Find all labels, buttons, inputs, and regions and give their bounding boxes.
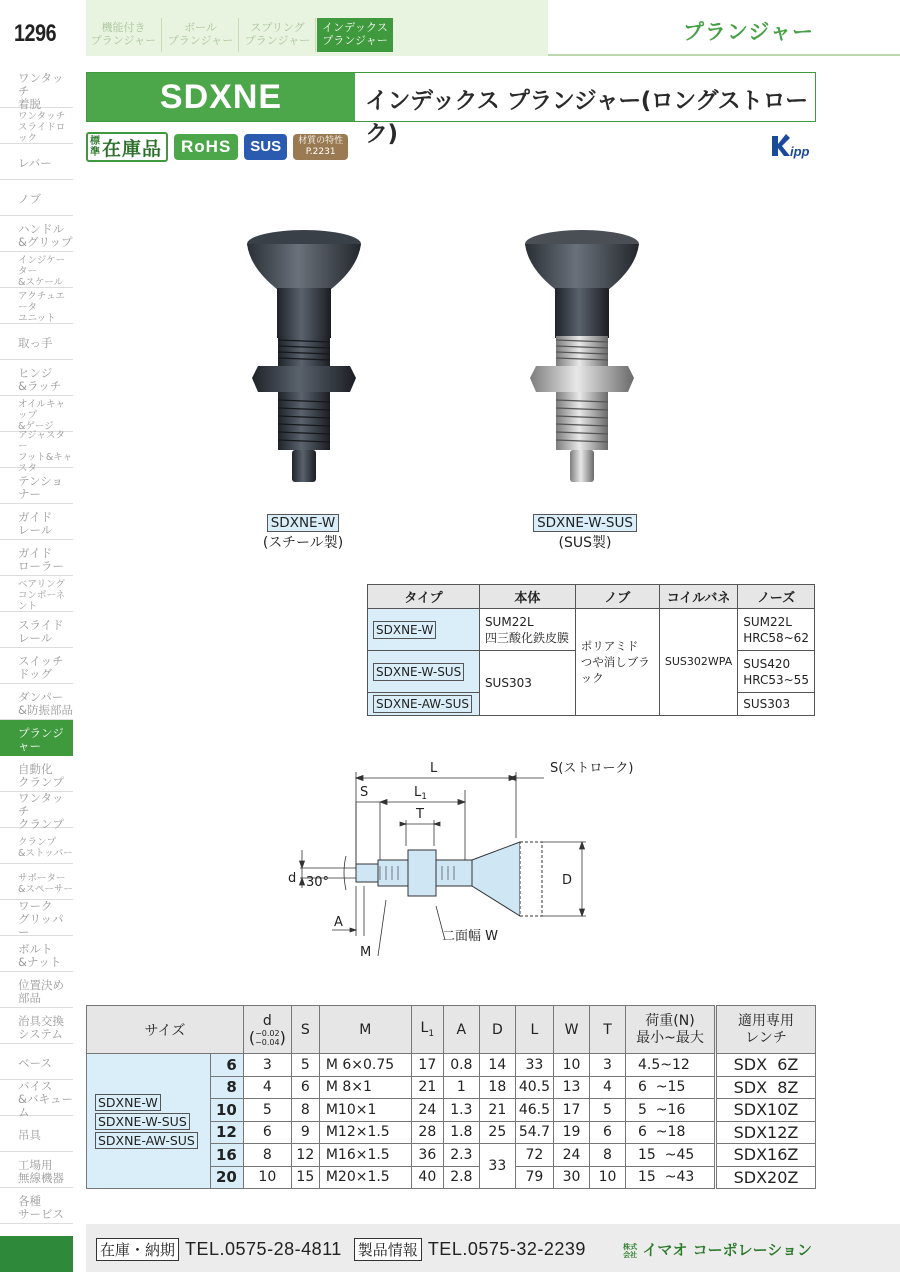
svg-text:30°: 30°	[306, 875, 330, 890]
sidebar-item[interactable]: ボルト &ナット	[0, 936, 73, 972]
badge-row	[86, 132, 348, 162]
sidebar-item[interactable]: 自動化 クランプ	[0, 756, 73, 792]
cell-w: 19	[554, 1121, 590, 1144]
size-table-header: サイズ d ( −0.02 −0.04 ) S M $L_1$ A D L W T 荷重(N) 最小~最大 適用専用 レンチ	[87, 1006, 816, 1054]
category-sidebar	[0, 72, 73, 1224]
cell-d: 10	[243, 1166, 291, 1189]
rohs-badge: RoHS	[174, 134, 238, 160]
steel-product-label: SDXNE-W (スチール製)	[262, 515, 344, 551]
cell-a: 1.3	[443, 1099, 479, 1122]
sidebar-item[interactable]: 吊具	[0, 1116, 73, 1152]
material-table-header: タイプ 本体 ノブ コイルバネ ノーズ	[368, 585, 815, 609]
sidebar-item[interactable]: ガイド ローラー	[0, 540, 73, 576]
cell-load: 6 ~15	[626, 1076, 716, 1099]
sidebar-item[interactable]: バイス &バキューム	[0, 1080, 73, 1116]
stock-contact-label: 在庫・納期	[96, 1238, 179, 1261]
cell-load: 4.5~12	[626, 1054, 716, 1077]
material-row: SDXNE-AW-SUS SUS303	[368, 693, 815, 716]
header-rule	[548, 54, 900, 56]
size-cell: 20	[210, 1166, 243, 1189]
cell-d: 3	[243, 1054, 291, 1077]
cell-s: 5	[291, 1054, 319, 1077]
sidebar-item[interactable]: レバー	[0, 144, 73, 180]
cell-l: 72	[515, 1144, 553, 1167]
cell-d: 18	[479, 1076, 515, 1099]
cell-wrench: SDX20Z	[716, 1166, 816, 1189]
cell-wrench: SDX 8Z	[716, 1076, 816, 1099]
cell-l1: 40	[411, 1166, 443, 1189]
section-title: プランジャー	[682, 20, 814, 44]
cell-d: 21	[479, 1099, 515, 1122]
cell-d: 33	[479, 1144, 515, 1189]
sus-plunger-image	[518, 228, 648, 490]
tab-function-plunger[interactable]: 機能付き プランジャー	[86, 18, 162, 52]
cell-w: 24	[554, 1144, 590, 1167]
cell-l1: 28	[411, 1121, 443, 1144]
cell-w: 10	[554, 1054, 590, 1077]
stock-badge: 標準 在庫品	[86, 132, 168, 162]
cell-t: 3	[590, 1054, 626, 1077]
svg-text:L: L	[430, 761, 438, 776]
material-row: SDXNE-W-SUS SUS303 SUS420 HRC53~55	[368, 651, 815, 693]
tab-index-plunger[interactable]: インデックス プランジャー	[317, 18, 393, 52]
size-table	[86, 1005, 816, 1189]
svg-text:A: A	[334, 915, 343, 930]
sidebar-item[interactable]: 各種 サービス	[0, 1188, 73, 1224]
steel-plunger-image	[240, 228, 370, 490]
series-codes: SDXNE-W SDXNE-W-SUS SDXNE-AW-SUS	[87, 1054, 211, 1189]
cell-l1: 21	[411, 1076, 443, 1099]
size-cell: 16	[210, 1144, 243, 1167]
cell-wrench: SDX 6Z	[716, 1054, 816, 1077]
sidebar-item[interactable]: 取っ手	[0, 324, 73, 360]
cell-m: M 8×1	[319, 1076, 411, 1099]
sidebar-item[interactable]: クランプ &ストッパー	[0, 828, 73, 864]
svg-text:d: d	[288, 871, 297, 886]
product-code: SDXNE	[87, 73, 355, 121]
sidebar-item[interactable]: オイルキャップ &ゲージ	[0, 396, 73, 432]
sidebar-item[interactable]: ヒンジ &ラッチ	[0, 360, 73, 396]
cell-load: 5 ~16	[626, 1099, 716, 1122]
sidebar-item[interactable]: ベアリング コンポーネント	[0, 576, 73, 612]
size-cell: 8	[210, 1076, 243, 1099]
footer-bar	[86, 1224, 900, 1272]
svg-text:S(ストローク): S(ストローク)	[550, 761, 634, 776]
sidebar-item[interactable]: 位置決め 部品	[0, 972, 73, 1008]
cell-l: 79	[515, 1166, 553, 1189]
sidebar-item[interactable]: スライド レール	[0, 612, 73, 648]
cell-s: 8	[291, 1099, 319, 1122]
cell-t: 8	[590, 1144, 626, 1167]
cell-d: 6	[243, 1121, 291, 1144]
cell-wrench: SDX16Z	[716, 1144, 816, 1167]
cell-d: 8	[243, 1144, 291, 1167]
cell-load: 15 ~43	[626, 1166, 716, 1189]
cell-s: 9	[291, 1121, 319, 1144]
sidebar-item[interactable]: ワンタッチ スライドロック	[0, 108, 73, 144]
sus-product-label: SDXNE-W-SUS (SUS製)	[505, 514, 665, 552]
page-number: 1296	[14, 20, 57, 47]
cell-m: M10×1	[319, 1099, 411, 1122]
sidebar-item[interactable]: インジケーター &スケール	[0, 252, 73, 288]
cell-l: 33	[515, 1054, 553, 1077]
cell-load: 6 ~18	[626, 1121, 716, 1144]
cell-d: 4	[243, 1076, 291, 1099]
info-tel[interactable]: TEL.0575-32-2239	[427, 1239, 586, 1259]
info-contact-label: 製品情報	[354, 1238, 422, 1261]
sidebar-item[interactable]: ハンドル &グリップ	[0, 216, 73, 252]
sidebar-item[interactable]: テンショナー	[0, 468, 73, 504]
sidebar-item[interactable]: 治具交換 システム	[0, 1008, 73, 1044]
sidebar-item[interactable]: ノブ	[0, 180, 73, 216]
cell-a: 2.3	[443, 1144, 479, 1167]
svg-text:S: S	[360, 785, 369, 800]
cell-a: 0.8	[443, 1054, 479, 1077]
cell-m: M20×1.5	[319, 1166, 411, 1189]
cell-wrench: SDX10Z	[716, 1099, 816, 1122]
size-cell: 6	[210, 1054, 243, 1077]
sus-badge: SUS	[244, 134, 287, 160]
cell-t: 10	[590, 1166, 626, 1189]
material-table	[367, 584, 815, 716]
cell-s: 12	[291, 1144, 319, 1167]
sidebar-item[interactable]: サポーター &スペーサー	[0, 864, 73, 900]
cell-a: 1	[443, 1076, 479, 1099]
sidebar-item[interactable]: アクチュエータ ユニット	[0, 288, 73, 324]
svg-text:二面幅 W: 二面幅 W	[442, 929, 498, 944]
cell-t: 6	[590, 1121, 626, 1144]
sidebar-item[interactable]: ダンパー &防振部品	[0, 684, 73, 720]
dimension-drawing	[260, 750, 660, 970]
tab-ball-plunger[interactable]: ボール プランジャー	[163, 18, 239, 52]
cell-d: 25	[479, 1121, 515, 1144]
cell-l: 40.5	[515, 1076, 553, 1099]
top-tab-bar	[86, 0, 548, 56]
cell-l: 54.7	[515, 1121, 553, 1144]
sidebar-item[interactable]: ワーク グリッパー	[0, 900, 73, 936]
sidebar-item[interactable]: プランジャー	[0, 720, 73, 756]
cell-l: 46.5	[515, 1099, 553, 1122]
material-property-badge[interactable]: 材質の特性 P.2231	[293, 134, 348, 160]
svg-text:ipp: ipp	[790, 144, 810, 159]
cell-load: 15 ~45	[626, 1144, 716, 1167]
sidebar-item[interactable]: スイッチ ドッグ	[0, 648, 73, 684]
cell-wrench: SDX12Z	[716, 1121, 816, 1144]
sidebar-footer-bar	[0, 1236, 73, 1272]
cell-w: 17	[554, 1099, 590, 1122]
stock-tel[interactable]: TEL.0575-28-4811	[185, 1239, 342, 1259]
cell-w: 30	[554, 1166, 590, 1189]
cell-d: 14	[479, 1054, 515, 1077]
cell-s: 15	[291, 1166, 319, 1189]
svg-text:M: M	[360, 945, 372, 960]
cell-t: 4	[590, 1076, 626, 1099]
size-cell: 10	[210, 1099, 243, 1122]
svg-text:L1: $L_1$	[414, 785, 427, 802]
cell-t: 5	[590, 1099, 626, 1122]
size-cell: 12	[210, 1121, 243, 1144]
sidebar-item[interactable]: ワンタッチ 着脱	[0, 72, 73, 108]
cell-l1: 36	[411, 1144, 443, 1167]
cell-a: 1.8	[443, 1121, 479, 1144]
sidebar-item[interactable]: ワンタッチ クランプ	[0, 792, 73, 828]
cell-s: 6	[291, 1076, 319, 1099]
sidebar-item[interactable]: 工場用 無線機器	[0, 1152, 73, 1188]
material-row: SDXNE-W SUM22L 四三酸化鉄皮膜 ポリアミド つや消しブラック SUS302WPA SUM22L HRC58~62	[368, 609, 815, 651]
svg-text:T: T	[416, 807, 424, 822]
cell-m: M16×1.5	[319, 1144, 411, 1167]
size-row	[87, 1054, 816, 1077]
tab-spring-plunger[interactable]: スプリング プランジャー	[240, 18, 316, 52]
cell-d: 5	[243, 1099, 291, 1122]
cell-l1: 17	[411, 1054, 443, 1077]
cell-l1: 24	[411, 1099, 443, 1122]
cell-m: M 6×0.75	[319, 1054, 411, 1077]
company-logo: 株式会社 イマオ コーポレーション	[623, 1241, 812, 1259]
sidebar-item[interactable]: ベース	[0, 1044, 73, 1080]
kipp-logo	[768, 130, 816, 160]
svg-text:D: D	[562, 873, 573, 888]
sidebar-item[interactable]: ガイド レール	[0, 504, 73, 540]
product-title: インデックス プランジャー(ロングストローク)	[365, 88, 808, 147]
cell-a: 2.8	[443, 1166, 479, 1189]
sidebar-item[interactable]: アジャスター フット&キャスタ	[0, 432, 73, 468]
cell-m: M12×1.5	[319, 1121, 411, 1144]
cell-w: 13	[554, 1076, 590, 1099]
